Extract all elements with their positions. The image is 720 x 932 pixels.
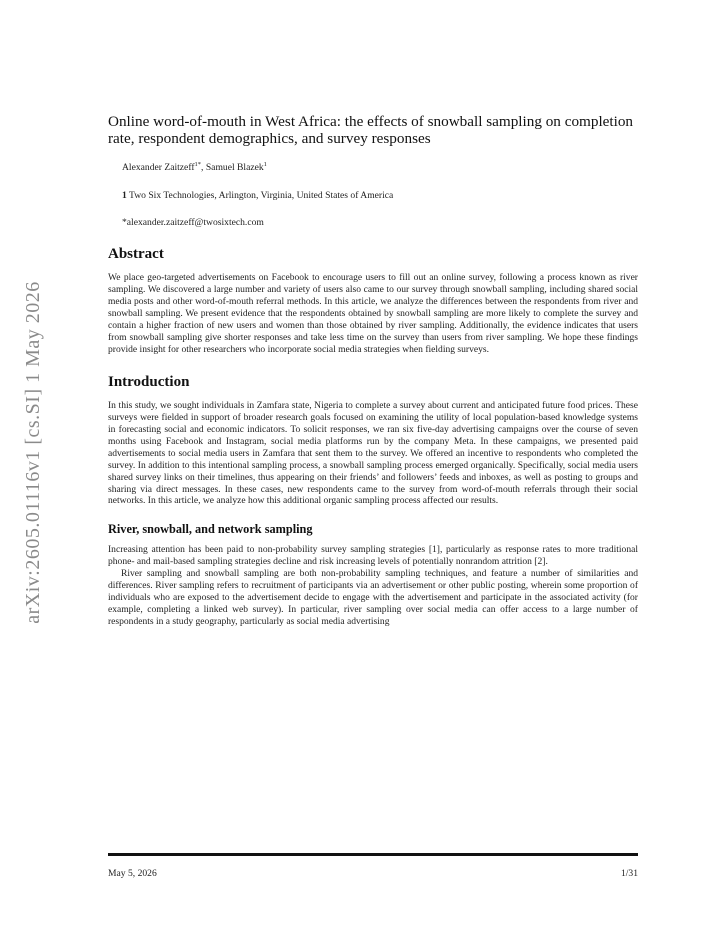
paper-title: Online word-of-mouth in West Africa: the effects of snowball sampling on completion rate, respondent demographics, and survey responses <box>108 113 634 147</box>
footer-date: May 5, 2026 <box>108 868 157 879</box>
author-name: Alexander Zaitzeff <box>122 162 195 174</box>
author-separator: , <box>201 162 206 174</box>
author-name: Samuel Blazek <box>205 162 264 174</box>
author-affiliation-mark: 1 <box>263 161 267 168</box>
introduction-heading: Introduction <box>108 373 190 390</box>
abstract-paragraph: We place geo-targeted advertisements on Facebook to encourage users to fill out an online survey, following a process known as river sampling. We discovered a large number and variety of users also came to our survey through snowball sampling, including shared social media posts and other word-of-mouth referral methods. In this article, we analyze the differences between the respondents from river and snowball sampling. We present evidence that the respondents obtained by snowball sampling are more likely to complete the survey and contain a higher fraction of new users and women than those obtained by river sampling. Additionally, the evidence indicates that users from snowball sampling give shorter responses and take less time on the survey than users from river sampling. We hope these findings provide insight for other researchers who incorporate social media strategies when fielding surveys. <box>108 272 638 355</box>
affiliation-line <box>122 190 638 201</box>
page-number: 1/31 <box>620 868 638 879</box>
subsection-heading: River, snowball, and network sampling <box>108 522 313 537</box>
arxiv-identifier: arXiv:2605.01116v1 [cs.SI] 1 May 2026 <box>21 281 44 624</box>
arxiv-sidebar <box>16 265 50 640</box>
paper-body <box>108 114 638 628</box>
introduction-paragraph: In this study, we sought individuals in Zamfara state, Nigeria to complete a survey about current and anticipated future food prices. These surveys were fielded in support of broader research goals focused on examining the utility of local population-based knowledge systems in forecasting social and economic indicators. To solicit responses, we ran six five-day advertising campaigns over the course of seven months using Facebook and Instagram, social media platforms run by the company Meta. In these campaigns, we presented paid advertisements to social media users in Zamfara that sent them to the survey. We offered an incentive to respondents who completed the survey. In addition to this intentional sampling process, a snowball sampling process emerged organically. Specifically, social media users shared survey links on their timelines, thus appearing on their friends’ and followers’ feeds and inboxes, as well as posting to groups and sharing via direct messages. In these cases, new respondents came to the survey from word-of-mouth referrals through their social networks. In this article, we analyze how this additional organic sampling process affected our results. <box>108 399 638 507</box>
footer-rule <box>108 853 638 856</box>
body-paragraph: Increasing attention has been paid to non-probability survey sampling strategies [1], particularly as response rates to more traditional phone- and mail-based sampling strategies decline and risk increasing levels of potentially nonrandom attrition [2]. <box>108 544 638 568</box>
affiliation-text: Two Six Technologies, Arlington, Virginia, United States of America <box>129 190 394 202</box>
abstract-heading: Abstract <box>108 246 164 263</box>
corresponding-email: *alexander.zaitzeff@twosixtech.com <box>122 217 264 229</box>
affiliation-number: 1 <box>122 190 127 202</box>
author-affiliation-mark: 1* <box>194 161 202 168</box>
author-line <box>122 161 638 173</box>
body-paragraph: River sampling and snowball sampling are both non-probability sampling techniques, and feature a number of similarities and differences. River sampling refers to recruitment of participants via an advertisement or other public posting, wherein some proportion of individuals who are exposed to the advertisement decide to engage with the advertisement and participate in the associated activity (for example, completing a linked web survey). In particular, river sampling over social media can offer access to a large number of respondents in a study geography, particularly as social media advertising <box>108 568 638 628</box>
